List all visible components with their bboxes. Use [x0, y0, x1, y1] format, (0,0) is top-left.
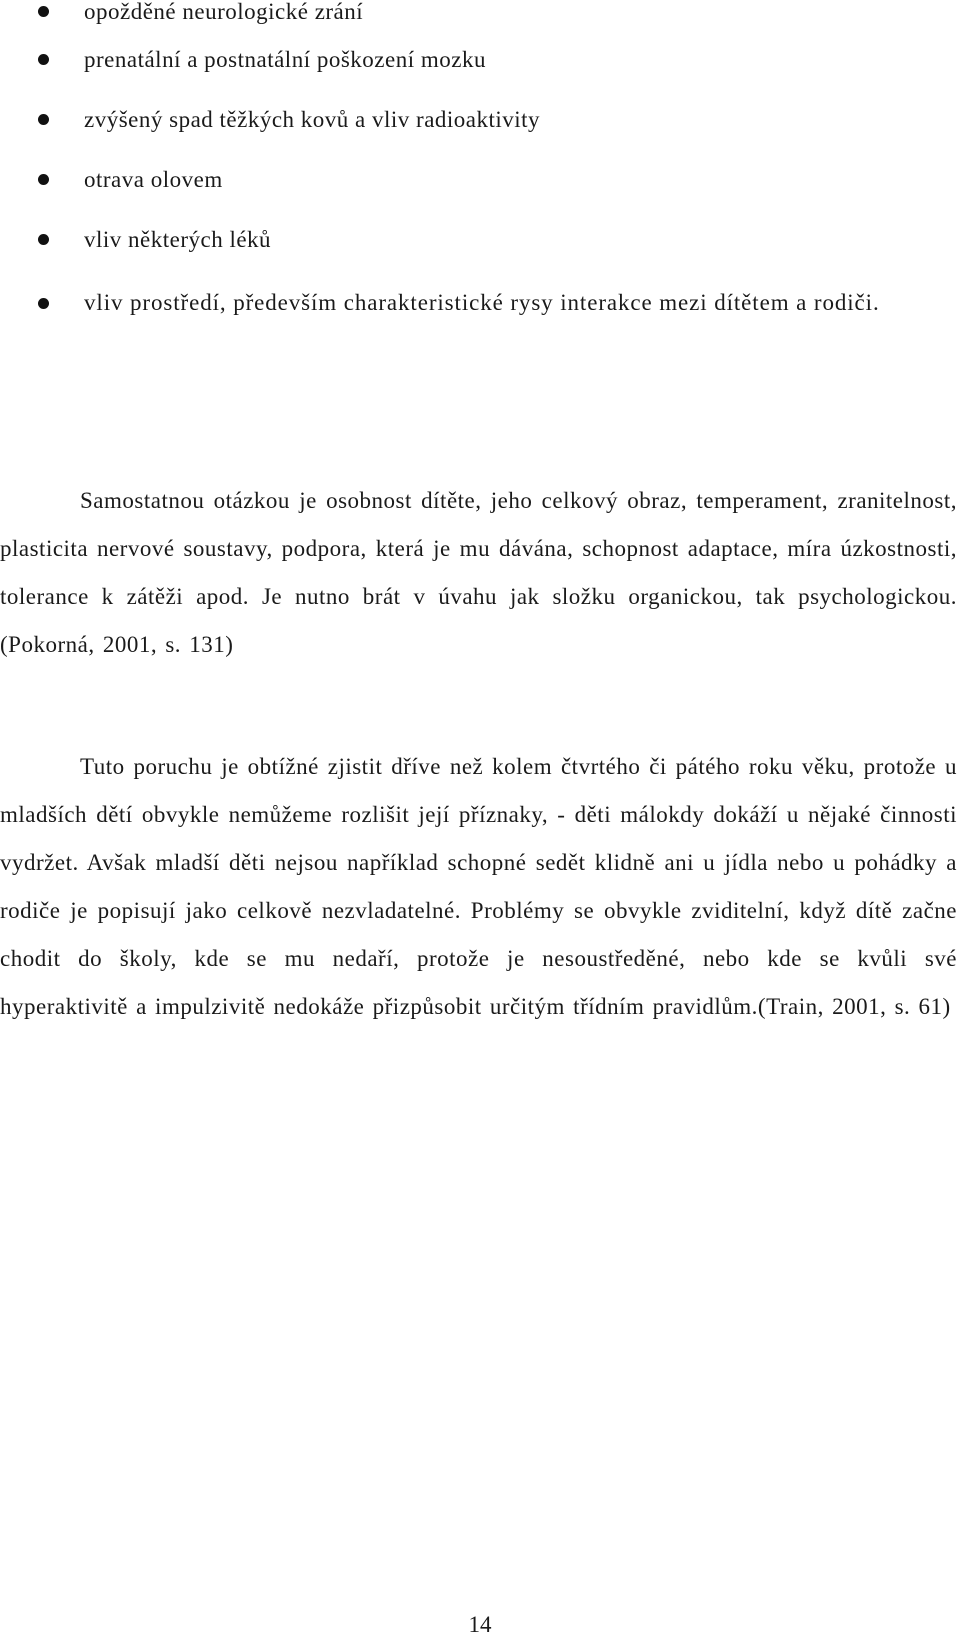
list-item — [0, 279, 960, 327]
page-number: 14 — [468, 1612, 492, 1637]
list-item — [0, 48, 960, 72]
paragraph-temperament — [0, 477, 957, 669]
paragraph-diagnosis — [0, 743, 957, 1031]
bullet-icon — [38, 114, 49, 125]
list-item — [0, 108, 960, 132]
list-item — [0, 168, 960, 192]
bullet-icon — [38, 234, 49, 245]
list-item-text: vliv prostředí, především charakteristické rysy interakce mezi dítětem a rodiči. — [84, 290, 880, 315]
bullet-icon — [38, 174, 49, 185]
list-item-text: prenatální a postnatální poškození mozku — [84, 47, 486, 72]
list-item-text: vliv některých léků — [84, 227, 272, 252]
list-item — [0, 228, 960, 252]
list-item-text: opožděné neurologické zrání — [84, 0, 364, 24]
paragraph-text: Tuto poruchu je obtížné zjistit dříve než kolem čtvrtého či pátého roku věku, protože u mladších dětí obvykle nemůžeme rozlišit její příznaky, - děti málokdy dokáží u nějaké činnosti vydržet. Avšak mladší děti nejsou například schopné sedět klidně ani u jídla nebo u pohádky a rodiče je popisují jako celkově nezvladatelné. Problémy se obvykle zviditelní, když dítě začne chodit do školy, kde se mu nedaří, protože je nesoustředěné, nebo kde se kvůli své hyperaktivitě a impulzivitě nedokáže přizpůsobit určitým třídním pravidlům.(Train, 2001, s. 61) — [0, 754, 957, 1019]
paragraph-text: Samostatnou otázkou je osobnost dítěte, jeho celkový obraz, temperament, zranitelnost, plasticita nervové soustavy, podpora, která je mu dávána, schopnost adaptace, míra úzkostnosti, tolerance k zátěži apod. Je nutno brát v úvahu jak složku organickou, tak psychologickou. (Pokorná, 2001, s. 131) — [0, 488, 957, 657]
bullet-icon — [38, 298, 49, 309]
cause-list — [0, 0, 960, 327]
bullet-icon — [38, 54, 49, 65]
bullet-icon — [38, 6, 49, 17]
list-item — [0, 0, 960, 24]
list-item-text: zvýšený spad těžkých kovů a vliv radioaktivity — [84, 107, 541, 132]
list-item-text: otrava olovem — [84, 167, 223, 192]
